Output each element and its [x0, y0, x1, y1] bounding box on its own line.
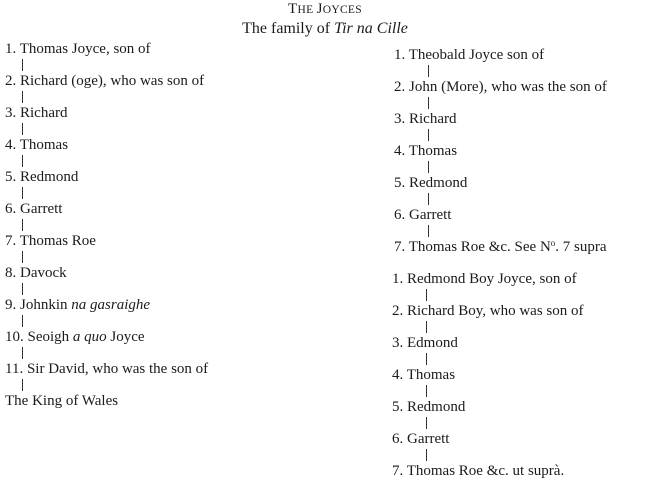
entry-text: 3. Richard [5, 105, 68, 121]
right_a-entry-4 [394, 142, 457, 160]
descent-connector [428, 225, 429, 237]
entry-text: 2. John (More), who was the son of [394, 79, 607, 95]
left-entry-8 [5, 264, 67, 282]
right_b-entry-7 [392, 462, 564, 480]
descent-connector [426, 353, 427, 365]
entry-text: 7. Thomas Roe &c. ut suprà. [392, 463, 565, 479]
left-entry-10 [5, 328, 145, 346]
entry-text: 1. Theobald Joyce son of [394, 47, 545, 63]
right_b-entry-5 [392, 398, 465, 416]
left-entry-1 [5, 40, 151, 58]
left-entry-11 [5, 360, 208, 378]
entry-text: The King of Wales [5, 393, 119, 409]
entry-text: 4. Thomas [392, 367, 456, 383]
descent-connector [426, 321, 427, 333]
entry-text: 2. Richard Boy, who was son of [392, 303, 584, 319]
right_a-entry-3 [394, 110, 456, 128]
descent-connector [22, 283, 23, 295]
subtitle-italic: Tir na Cille [334, 20, 408, 37]
entry-text: 7. Thomas Roe [5, 233, 96, 249]
descent-connector [22, 123, 23, 135]
right_a-entry-2 [394, 78, 607, 96]
descent-connector [22, 59, 23, 71]
entry-text: 5. Redmond [5, 169, 79, 185]
title-initial-t: T [288, 1, 298, 17]
right_b-entry-6 [392, 430, 449, 448]
descent-connector [22, 187, 23, 199]
descent-connector [22, 315, 23, 327]
entry-superscript: o [550, 238, 556, 248]
title-initial-j: J [316, 1, 323, 17]
descent-connector [428, 97, 429, 109]
entry-text: 9. Johnkin [5, 297, 72, 313]
entry-text: 10. Seoigh [5, 329, 73, 345]
subtitle-prefix: The family of [242, 20, 335, 37]
entry-text: 4. Thomas [394, 143, 458, 159]
right_b-entry-2 [392, 302, 584, 320]
entry-text: 1. Redmond Boy Joyce, son of [392, 271, 577, 287]
entry-text: 5. Redmond [392, 399, 466, 415]
entry-suffix: . 7 supra [555, 239, 607, 255]
entry-text: 5. Redmond [394, 175, 468, 191]
left-entry-4 [5, 136, 68, 154]
descent-connector [22, 251, 23, 263]
entry-italic: a quo [72, 329, 107, 345]
title-smallcaps-2: OYCES [322, 4, 362, 16]
entry-text: 1. Thomas Joyce, son of [5, 41, 151, 57]
entry-suffix: Joyce [106, 329, 145, 345]
descent-connector [428, 129, 429, 141]
entry-text: 7. Thomas Roe &c. See N [394, 239, 551, 255]
left-entry-5 [5, 168, 78, 186]
descent-connector [22, 91, 23, 103]
descent-connector [426, 385, 427, 397]
left-entry-3 [5, 104, 67, 122]
entry-text: 11. Sir David, who was the son of [5, 361, 209, 377]
left-entry-2 [5, 72, 204, 90]
descent-connector [22, 155, 23, 167]
descent-connector [428, 65, 429, 77]
entry-text: 6. Garrett [5, 201, 63, 217]
left-entry-9 [5, 296, 150, 314]
entry-text: 6. Garrett [392, 431, 450, 447]
entry-text: 4. Thomas [5, 137, 69, 153]
entry-text: 6. Garrett [394, 207, 452, 223]
left-entry-6 [5, 200, 62, 218]
right_b-entry-4 [392, 366, 455, 384]
right_b-entry-1 [392, 270, 577, 288]
page-subtitle [0, 20, 650, 38]
descent-connector [22, 347, 23, 359]
entry-text: 3. Richard [394, 111, 457, 127]
page-title [0, 1, 650, 18]
right_a-entry-7 [394, 238, 607, 256]
entry-text: 2. Richard (oge), who was son of [5, 73, 205, 89]
right_b-entry-3 [392, 334, 458, 352]
title-smallcaps-1: HE [297, 4, 317, 16]
descent-connector [428, 161, 429, 173]
right_a-entry-5 [394, 174, 467, 192]
right_a-entry-1 [394, 46, 544, 64]
descent-connector [426, 449, 427, 461]
descent-connector [426, 289, 427, 301]
left-entry-7 [5, 232, 96, 250]
descent-connector [428, 193, 429, 205]
entry-italic: na gasraighe [71, 297, 151, 313]
descent-connector [426, 417, 427, 429]
descent-connector [22, 379, 23, 391]
descent-connector [22, 219, 23, 231]
right_a-entry-6 [394, 206, 451, 224]
entry-text: 3. Edmond [392, 335, 458, 351]
entry-text: 8. Davock [5, 265, 67, 281]
left-entry-12 [5, 392, 118, 410]
